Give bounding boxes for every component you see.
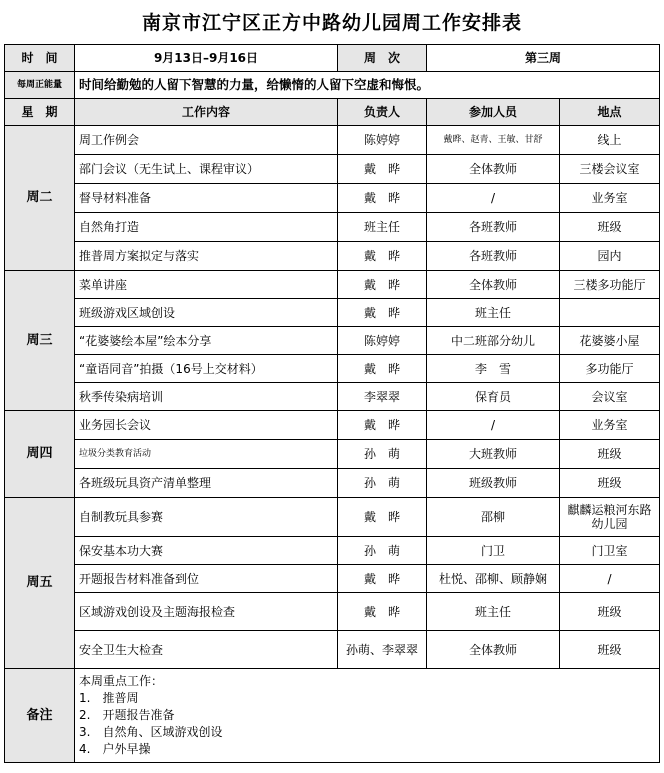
task-participants: 各班教师 [427, 213, 560, 242]
task-content: 开题报告材料准备到位 [75, 565, 338, 593]
table-row [5, 184, 660, 213]
task-location: 会议室 [560, 383, 660, 411]
page-title: 南京市江宁区正方中路幼儿园周工作安排表 [141, 12, 522, 34]
task-location: 园内 [560, 242, 660, 271]
notes-row [5, 669, 660, 763]
task-participants: 中二班部分幼儿 [427, 327, 560, 355]
day-label-thu: 周四 [5, 411, 75, 498]
task-location: / [560, 565, 660, 593]
task-location: 班级 [560, 469, 660, 498]
task-participants: / [427, 411, 560, 440]
table-row [5, 593, 660, 631]
task-owner: 戴 晔 [338, 299, 427, 327]
table-row [5, 213, 660, 242]
task-content: “童语同音”拍摄（16号上交材料） [75, 355, 338, 383]
task-participants: 大班教师 [427, 440, 560, 469]
day-label-wed: 周三 [5, 271, 75, 411]
task-participants: 戴晔、赵青、王敏、甘舒 [427, 126, 560, 155]
notes-item: 4. 户外早操 [79, 742, 151, 756]
task-owner: 班主任 [338, 213, 427, 242]
notes-heading: 本周重点工作： [79, 674, 164, 688]
table-row [5, 631, 660, 669]
task-location: 业务室 [560, 411, 660, 440]
task-location: 门卫室 [560, 537, 660, 565]
task-owner: 陈婷婷 [338, 327, 427, 355]
table-row [5, 383, 660, 411]
task-participants: 班主任 [427, 593, 560, 631]
task-content: 班级游戏区域创设 [75, 299, 338, 327]
motto-text: 时间给勤勉的人留下智慧的力量，给懒惰的人留下空虚和悔恨。 [75, 72, 660, 99]
table-row [5, 126, 660, 155]
task-content: 业务园长会议 [75, 411, 338, 440]
task-location: 班级 [560, 440, 660, 469]
task-owner: 戴 晔 [338, 242, 427, 271]
day-label-tue: 周二 [5, 126, 75, 271]
table-row [5, 355, 660, 383]
task-location: 班级 [560, 213, 660, 242]
task-owner: 戴 晔 [338, 271, 427, 299]
task-content: 周工作例会 [75, 126, 338, 155]
task-owner: 戴 晔 [338, 593, 427, 631]
task-content: 自制教玩具参赛 [75, 498, 338, 537]
notes-content [75, 669, 660, 763]
schedule-table [4, 44, 660, 763]
day-label-fri: 周五 [5, 498, 75, 669]
motto-row [5, 72, 660, 99]
table-row [5, 498, 660, 537]
col-location: 地点 [560, 99, 660, 126]
task-content: 推普周方案拟定与落实 [75, 242, 338, 271]
task-content: “花婆婆绘本屋”绘本分享 [75, 327, 338, 355]
task-participants: / [427, 184, 560, 213]
task-content: 督导材料准备 [75, 184, 338, 213]
table-row [5, 299, 660, 327]
task-location: 班级 [560, 631, 660, 669]
week-label: 周 次 [338, 45, 427, 72]
task-participants: 杜悦、邵柳、顾静娴 [427, 565, 560, 593]
table-row [5, 155, 660, 184]
notes-item: 2. 开题报告准备 [79, 708, 175, 722]
task-location: 三楼会议室 [560, 155, 660, 184]
notes-item: 3. 自然角、区域游戏创设 [79, 725, 223, 739]
notes-item: 1. 推普周 [79, 691, 139, 705]
task-owner: 戴 晔 [338, 155, 427, 184]
task-owner: 戴 晔 [338, 184, 427, 213]
table-row [5, 271, 660, 299]
task-location: 麒麟运粮河东路幼儿园 [560, 498, 660, 537]
task-owner: 孙 萌 [338, 469, 427, 498]
task-location: 班级 [560, 593, 660, 631]
task-content: 自然角打造 [75, 213, 338, 242]
task-participants: 李 雪 [427, 355, 560, 383]
task-location: 花婆婆小屋 [560, 327, 660, 355]
notes-label: 备注 [5, 669, 75, 763]
task-participants: 各班教师 [427, 242, 560, 271]
week-value: 第三周 [427, 45, 660, 72]
task-location: 线上 [560, 126, 660, 155]
task-location: 三楼多功能厅 [560, 271, 660, 299]
task-participants: 全体教师 [427, 271, 560, 299]
table-row [5, 440, 660, 469]
task-participants: 全体教师 [427, 631, 560, 669]
task-owner: 戴 晔 [338, 565, 427, 593]
task-content: 部门会议（无生试上、课程审议） [75, 155, 338, 184]
col-participants: 参加人员 [427, 99, 560, 126]
task-location: 多功能厅 [560, 355, 660, 383]
task-owner: 戴 晔 [338, 411, 427, 440]
task-content: 菜单讲座 [75, 271, 338, 299]
task-participants: 门卫 [427, 537, 560, 565]
column-header-row [5, 99, 660, 126]
task-participants: 全体教师 [427, 155, 560, 184]
table-row [5, 469, 660, 498]
task-content: 垃圾分类教育活动 [75, 440, 338, 469]
task-owner: 孙 萌 [338, 440, 427, 469]
table-row [5, 327, 660, 355]
col-owner: 负责人 [338, 99, 427, 126]
task-content: 区域游戏创设及主题海报检查 [75, 593, 338, 631]
task-participants: 班级教师 [427, 469, 560, 498]
col-day: 星 期 [5, 99, 75, 126]
table-row [5, 411, 660, 440]
task-participants: 邵柳 [427, 498, 560, 537]
header-row [5, 45, 660, 72]
task-owner: 李翠翠 [338, 383, 427, 411]
task-owner: 孙萌、李翠翠 [338, 631, 427, 669]
task-content: 各班级玩具资产清单整理 [75, 469, 338, 498]
task-location: 业务室 [560, 184, 660, 213]
motto-label: 每周正能量 [5, 72, 75, 99]
task-content: 保安基本功大赛 [75, 537, 338, 565]
task-content: 秋季传染病培训 [75, 383, 338, 411]
date-range: 9月13日–9月16日 [75, 45, 338, 72]
task-content: 安全卫生大检查 [75, 631, 338, 669]
task-owner: 戴 晔 [338, 498, 427, 537]
col-content: 工作内容 [75, 99, 338, 126]
table-row [5, 242, 660, 271]
table-row [5, 537, 660, 565]
task-owner: 孙 萌 [338, 537, 427, 565]
time-label: 时 间 [5, 45, 75, 72]
task-participants: 班主任 [427, 299, 560, 327]
task-participants: 保育员 [427, 383, 560, 411]
task-owner: 戴 晔 [338, 355, 427, 383]
task-owner: 陈婷婷 [338, 126, 427, 155]
table-row [5, 565, 660, 593]
task-location [560, 299, 660, 327]
